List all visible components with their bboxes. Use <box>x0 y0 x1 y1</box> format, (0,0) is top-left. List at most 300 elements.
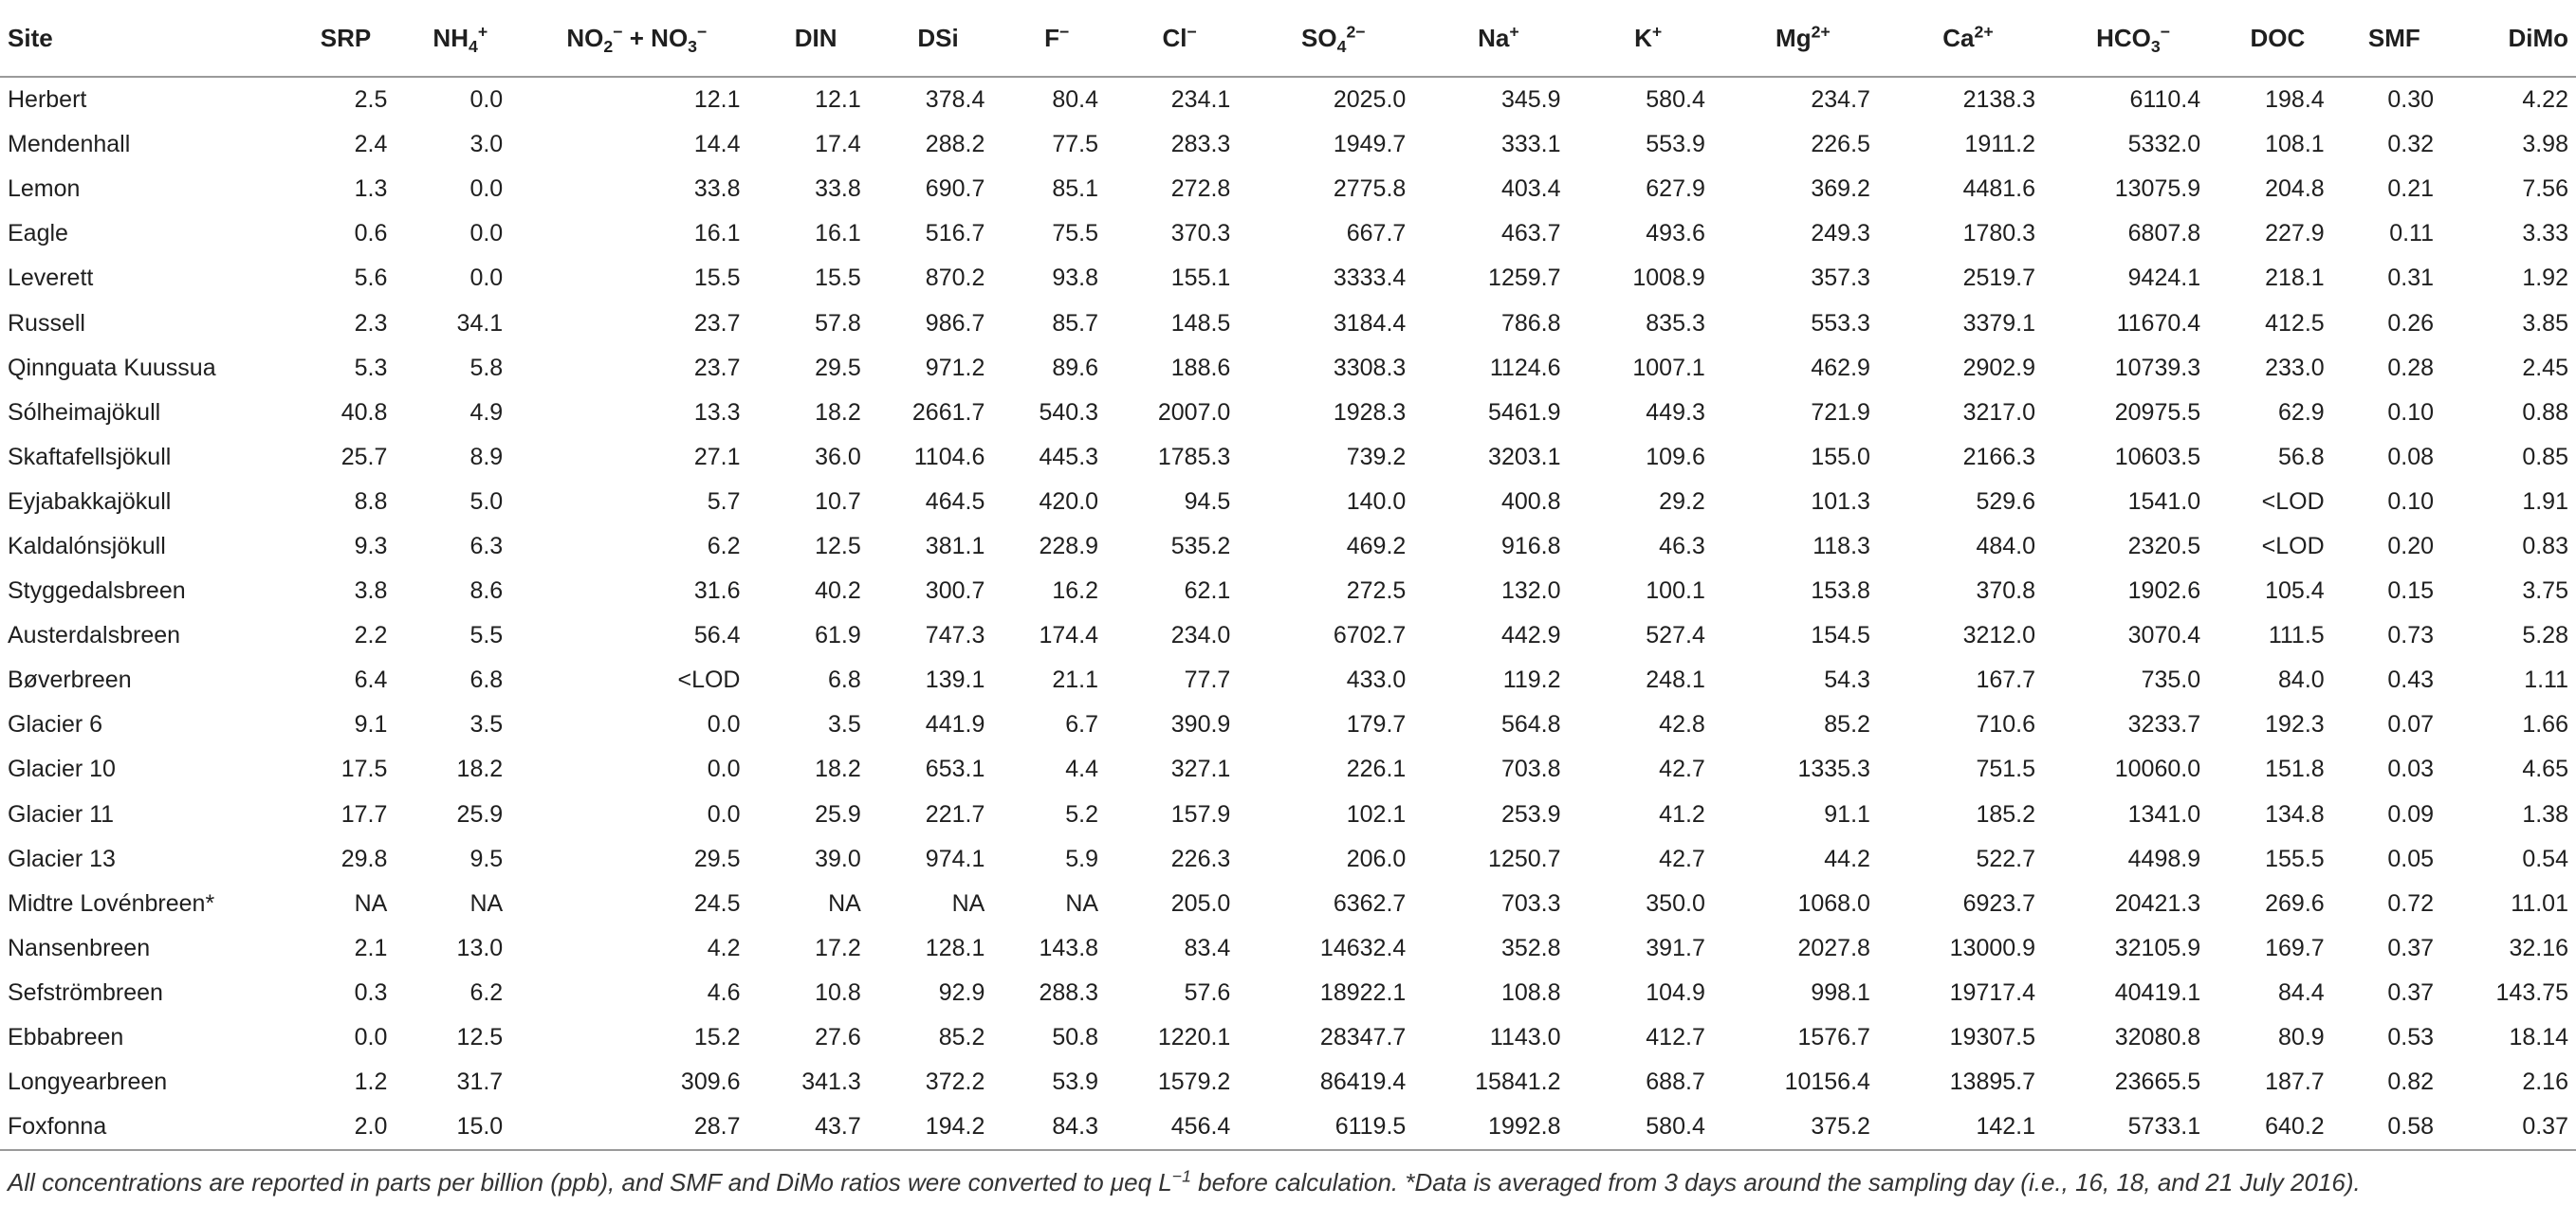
value-cell-k: 449.3 <box>1646 398 1705 426</box>
value-cell-f: 420.0 <box>1039 487 1099 515</box>
value-cell-ca: 6923.7 <box>1962 889 2036 917</box>
value-cell-doc: 218.1 <box>2265 265 2325 292</box>
column-header-nh4 <box>402 0 518 77</box>
site-name-cell: Glacier 10 <box>8 756 116 783</box>
value-cell-cl: 62.1 <box>1184 577 1231 605</box>
value-cell-dsi: 381.1 <box>925 532 985 559</box>
value-cell-no2_no3: 31.6 <box>693 577 741 605</box>
site-name-cell: Austerdalsbreen <box>8 622 181 649</box>
column-header-subscript: 3 <box>2150 36 2161 56</box>
value-cell-nh4: 6.3 <box>469 532 504 559</box>
value-cell-mg: 153.8 <box>1811 577 1870 605</box>
value-cell-no2_no3: 56.4 <box>693 622 741 649</box>
column-header-ca <box>1886 0 2051 77</box>
value-cell-ca: 142.1 <box>1886 1105 2051 1150</box>
column-header-base: DSi <box>917 23 959 52</box>
value-cell-srp: 29.8 <box>340 845 388 872</box>
value-cell-doc: 227.9 <box>2265 220 2325 247</box>
column-header-srp <box>289 0 403 77</box>
value-cell-no2_no3: 0.0 <box>707 711 741 739</box>
value-cell-doc: 198.4 <box>2265 86 2325 114</box>
column-header-superscript: 2− <box>1346 21 1366 41</box>
value-cell-nh4: 15.0 <box>402 1105 518 1150</box>
value-cell-dsi: 971.2 <box>925 354 985 381</box>
value-cell-doc: 108.1 <box>2265 131 2325 158</box>
value-cell-smf: 0.58 <box>2340 1105 2449 1150</box>
value-cell-mg: 721.9 <box>1811 398 1870 426</box>
value-cell-ca: 710.6 <box>1976 711 2036 739</box>
value-cell-ca: 1780.3 <box>1962 220 2036 247</box>
value-cell-so4: 140.0 <box>1346 487 1407 515</box>
value-cell-dimo: 3.85 <box>2522 309 2568 337</box>
value-cell-dsi: 516.7 <box>925 220 985 247</box>
value-cell-ca: 167.7 <box>1976 667 2036 694</box>
site-name-cell: Glacier 11 <box>8 800 115 828</box>
footnote-unit-exponent: −1 <box>1171 1166 1191 1186</box>
value-cell-so4: 18922.1 <box>1319 978 1407 1006</box>
table-row <box>0 837 2576 882</box>
value-cell-srp: 2.5 <box>354 86 388 114</box>
value-cell-mg: 226.5 <box>1811 131 1870 158</box>
value-cell-hco3: 9424.1 <box>2127 265 2201 292</box>
value-cell-dimo: 0.88 <box>2522 398 2568 426</box>
value-cell-dsi: 92.9 <box>938 978 985 1006</box>
value-cell-so4: 3333.4 <box>1333 265 1407 292</box>
column-header-subscript: 2 <box>603 36 614 56</box>
value-cell-k: 104.9 <box>1646 978 1705 1006</box>
value-cell-dsi: 747.3 <box>925 622 985 649</box>
value-cell-ca: 2902.9 <box>1962 354 2036 381</box>
value-cell-nh4: 0.0 <box>469 220 504 247</box>
value-cell-nh4: 0.0 <box>469 265 504 292</box>
value-cell-cl: 57.6 <box>1184 978 1231 1006</box>
value-cell-so4: 179.7 <box>1346 711 1407 739</box>
value-cell-smf: 0.15 <box>2387 577 2435 605</box>
value-cell-no2_no3: 15.5 <box>693 265 741 292</box>
column-header-na <box>1421 0 1575 77</box>
value-cell-dimo: 2.16 <box>2522 1069 2568 1096</box>
value-cell-smf: 0.43 <box>2387 667 2435 694</box>
table-row <box>0 971 2576 1015</box>
value-cell-mg: 462.9 <box>1811 354 1870 381</box>
value-cell-f: 93.8 <box>1052 265 1099 292</box>
value-cell-din: 17.4 <box>815 131 861 158</box>
value-cell-smf: 0.03 <box>2387 756 2435 783</box>
value-cell-cl: 234.1 <box>1170 86 1231 114</box>
value-cell-doc: <LOD <box>2261 487 2325 515</box>
value-cell-dimo: 0.85 <box>2522 443 2568 470</box>
value-cell-so4: 206.0 <box>1346 845 1407 872</box>
value-cell-no2_no3: 6.2 <box>707 532 741 559</box>
value-cell-cl: 2007.0 <box>1157 398 1231 426</box>
value-cell-no2_no3: 0.0 <box>707 756 741 783</box>
value-cell-dsi: NA <box>951 889 985 917</box>
value-cell-f: NA <box>1065 889 1099 917</box>
value-cell-mg: 998.1 <box>1811 978 1870 1006</box>
value-cell-nh4: 25.9 <box>456 800 504 828</box>
value-cell-ca: 13000.9 <box>1949 934 2036 961</box>
value-cell-nh4: 3.0 <box>469 131 504 158</box>
value-cell-f: 85.7 <box>1052 309 1099 337</box>
value-cell-mg: 155.0 <box>1811 443 1870 470</box>
table-row <box>0 256 2576 301</box>
value-cell-srp: 2.4 <box>354 131 388 158</box>
value-cell-cl: 157.9 <box>1170 800 1231 828</box>
value-cell-srp: 6.4 <box>354 667 388 694</box>
table-row <box>0 77 2576 122</box>
value-cell-so4: 1928.3 <box>1333 398 1407 426</box>
value-cell-hco3: 5733.1 <box>2051 1105 2216 1150</box>
value-cell-smf: 0.10 <box>2387 487 2435 515</box>
value-cell-hco3: 1902.6 <box>2127 577 2201 605</box>
value-cell-doc: 84.4 <box>2278 978 2325 1006</box>
site-name-cell: Sólheimajökull <box>8 398 161 426</box>
value-cell-mg: 1068.0 <box>1797 889 1870 917</box>
value-cell-hco3: 3070.4 <box>2127 622 2201 649</box>
column-header-superscript: + <box>1509 21 1519 41</box>
column-header-cl <box>1113 0 1245 77</box>
site-name-cell: Glacier 6 <box>8 711 103 739</box>
value-cell-no2_no3: 14.4 <box>693 131 741 158</box>
value-cell-din: 57.8 <box>815 309 861 337</box>
value-cell-ca: 4481.6 <box>1962 175 2036 203</box>
value-cell-srp: 5.3 <box>354 354 388 381</box>
value-cell-doc: 105.4 <box>2265 577 2325 605</box>
value-cell-na: 253.9 <box>1500 800 1561 828</box>
value-cell-na: 564.8 <box>1500 711 1561 739</box>
value-cell-doc: 640.2 <box>2216 1105 2340 1150</box>
value-cell-hco3: 1341.0 <box>2127 800 2201 828</box>
value-cell-na: 1259.7 <box>1488 265 1561 292</box>
value-cell-doc: 412.5 <box>2265 309 2325 337</box>
value-cell-na: 403.4 <box>1500 175 1561 203</box>
table-row <box>0 1060 2576 1105</box>
column-header-superscript: + <box>1651 21 1663 41</box>
value-cell-dsi: 300.7 <box>925 577 985 605</box>
column-header-hco3 <box>2051 0 2216 77</box>
value-cell-mg: 44.2 <box>1824 845 1870 872</box>
column-header-doc <box>2216 0 2340 77</box>
value-cell-doc: 169.7 <box>2265 934 2325 961</box>
value-cell-so4: 226.1 <box>1346 756 1407 783</box>
value-cell-so4: 3308.3 <box>1333 354 1407 381</box>
value-cell-so4: 6362.7 <box>1333 889 1407 917</box>
value-cell-k: 580.4 <box>1646 86 1705 114</box>
value-cell-ca: 751.5 <box>1976 756 2036 783</box>
column-header-f <box>1000 0 1113 77</box>
value-cell-mg: 10156.4 <box>1784 1069 1870 1096</box>
column-header-so4 <box>1245 0 1421 77</box>
value-cell-ca: 3217.0 <box>1962 398 2036 426</box>
column-header-base: Mg <box>1776 23 1812 52</box>
value-cell-dsi: 986.7 <box>925 309 985 337</box>
footnote-unit-mu: μ <box>1110 1168 1125 1197</box>
value-cell-f: 75.5 <box>1052 220 1099 247</box>
value-cell-na: 5461.9 <box>1488 398 1561 426</box>
value-cell-no2_no3: 0.0 <box>707 800 741 828</box>
value-cell-nh4: 18.2 <box>456 756 504 783</box>
value-cell-dimo: 4.65 <box>2522 756 2568 783</box>
column-header-superscript: 2+ <box>1974 21 1994 41</box>
value-cell-dimo: 18.14 <box>2509 1024 2568 1051</box>
value-cell-doc: 233.0 <box>2265 354 2325 381</box>
value-cell-na: 703.8 <box>1500 756 1561 783</box>
column-header-dsi <box>876 0 1001 77</box>
value-cell-nh4: 8.9 <box>469 443 504 470</box>
column-header-base: Na <box>1478 23 1510 52</box>
value-cell-dimo: 143.75 <box>2495 978 2568 1006</box>
value-cell-din: 40.2 <box>815 577 861 605</box>
value-cell-no2_no3: 33.8 <box>693 175 741 203</box>
value-cell-srp: 8.8 <box>354 487 388 515</box>
value-cell-smf: 0.05 <box>2387 845 2435 872</box>
value-cell-srp: 25.7 <box>340 443 388 470</box>
column-header-k <box>1576 0 1720 77</box>
value-cell-f: 6.7 <box>1065 711 1099 739</box>
value-cell-nh4: 9.5 <box>469 845 504 872</box>
value-cell-k: 350.0 <box>1646 889 1705 917</box>
table-row <box>0 882 2576 926</box>
value-cell-smf: 0.30 <box>2387 86 2435 114</box>
value-cell-cl: 535.2 <box>1170 532 1231 559</box>
value-cell-cl: 456.4 <box>1113 1105 1245 1150</box>
value-cell-dimo: 0.83 <box>2522 532 2568 559</box>
site-name-cell: Ebbabreen <box>8 1024 124 1051</box>
value-cell-srp: 0.6 <box>354 220 388 247</box>
value-cell-dimo: 0.37 <box>2449 1105 2576 1150</box>
value-cell-ca: 19717.4 <box>1949 978 2036 1006</box>
value-cell-srp: 17.7 <box>340 800 388 828</box>
table-footnote <box>8 1168 2568 1197</box>
value-cell-f: 21.1 <box>1052 667 1099 694</box>
value-cell-na: 442.9 <box>1500 622 1561 649</box>
value-cell-dsi: 870.2 <box>925 265 985 292</box>
value-cell-smf: 0.72 <box>2387 889 2435 917</box>
site-name-cell: Styggedalsbreen <box>8 577 186 605</box>
value-cell-cl: 226.3 <box>1170 845 1231 872</box>
value-cell-smf: 0.07 <box>2387 711 2435 739</box>
value-cell-mg: 375.2 <box>1720 1105 1886 1150</box>
value-cell-cl: 272.8 <box>1170 175 1231 203</box>
site-name-cell: Qinnguata Kuussua <box>8 354 216 381</box>
footnote-text-1: All concentrations are reported in parts per billion (ppb), and SMF and DiMo ratios were converted to <box>8 1168 1111 1197</box>
column-header-base: SRP <box>320 23 372 52</box>
column-header-superscript: − <box>1187 21 1197 41</box>
value-cell-din: 33.8 <box>815 175 861 203</box>
column-header-subscript: 4 <box>1336 36 1347 56</box>
value-cell-srp: 9.1 <box>354 711 388 739</box>
value-cell-so4: 6119.5 <box>1245 1105 1421 1150</box>
value-cell-na: 1250.7 <box>1488 845 1561 872</box>
value-cell-din: 3.5 <box>828 711 861 739</box>
value-cell-f: 143.8 <box>1039 934 1099 961</box>
value-cell-mg: 118.3 <box>1812 532 1870 559</box>
value-cell-so4: 6702.7 <box>1333 622 1407 649</box>
value-cell-k: 41.2 <box>1659 800 1705 828</box>
value-cell-no2_no3: <LOD <box>677 667 741 694</box>
value-cell-nh4: 3.5 <box>469 711 504 739</box>
value-cell-srp: 5.6 <box>354 265 388 292</box>
column-header-superscript: − <box>613 21 623 41</box>
value-cell-dsi: 464.5 <box>925 487 985 515</box>
value-cell-no2_no3: 23.7 <box>693 354 741 381</box>
value-cell-na: 786.8 <box>1500 309 1561 337</box>
value-cell-smf: 0.53 <box>2387 1024 2435 1051</box>
value-cell-din: 29.5 <box>815 354 861 381</box>
site-name-cell: Skaftafellsjökull <box>8 443 172 470</box>
value-cell-doc: 62.9 <box>2278 398 2325 426</box>
value-cell-din: 36.0 <box>815 443 861 470</box>
value-cell-smf: 0.28 <box>2387 354 2435 381</box>
value-cell-so4: 28347.7 <box>1319 1024 1407 1051</box>
value-cell-f: 288.3 <box>1039 978 1099 1006</box>
value-cell-doc: 155.5 <box>2265 845 2325 872</box>
site-name-cell: Nansenbreen <box>8 934 151 961</box>
value-cell-cl: 1220.1 <box>1157 1024 1231 1051</box>
column-header-site <box>0 0 289 77</box>
value-cell-so4: 3184.4 <box>1333 309 1407 337</box>
value-cell-doc: 111.5 <box>2268 622 2325 649</box>
value-cell-dsi: 194.2 <box>876 1105 1001 1150</box>
value-cell-ca: 1911.2 <box>1964 131 2036 158</box>
value-cell-k: 688.7 <box>1646 1069 1705 1096</box>
value-cell-na: 400.8 <box>1500 487 1561 515</box>
value-cell-f: 445.3 <box>1039 443 1099 470</box>
value-cell-hco3: 40419.1 <box>2114 978 2201 1006</box>
value-cell-no2_no3: 4.6 <box>707 978 741 1006</box>
value-cell-dsi: 2661.7 <box>911 398 985 426</box>
value-cell-ca: 185.2 <box>1976 800 2036 828</box>
value-cell-smf: 0.21 <box>2387 175 2435 203</box>
value-cell-no2_no3: 5.7 <box>707 487 741 515</box>
value-cell-f: 174.4 <box>1039 622 1099 649</box>
value-cell-ca: 370.8 <box>1976 577 2036 605</box>
value-cell-dimo: 1.11 <box>2524 667 2568 694</box>
value-cell-doc: <LOD <box>2261 532 2325 559</box>
value-cell-hco3: 2320.5 <box>2127 532 2201 559</box>
value-cell-so4: 14632.4 <box>1319 934 1407 961</box>
value-cell-srp: 2.2 <box>354 622 388 649</box>
value-cell-mg: 2027.8 <box>1797 934 1870 961</box>
value-cell-hco3: 20975.5 <box>2114 398 2201 426</box>
value-cell-dimo: 5.28 <box>2522 622 2568 649</box>
table-row <box>0 1105 2576 1150</box>
table-row <box>0 747 2576 792</box>
value-cell-k: 42.7 <box>1659 845 1705 872</box>
value-cell-smf: 0.37 <box>2387 978 2435 1006</box>
column-header-superscript: + <box>477 21 488 41</box>
value-cell-hco3: 10060.0 <box>2114 756 2201 783</box>
value-cell-dimo: 3.98 <box>2522 131 2568 158</box>
table-row <box>0 435 2576 480</box>
value-cell-f: 4.4 <box>1065 756 1099 783</box>
column-header-superscript: − <box>1058 21 1070 41</box>
value-cell-hco3: 23665.5 <box>2114 1069 2201 1096</box>
value-cell-no2_no3: 29.5 <box>693 845 741 872</box>
value-cell-mg: 1576.7 <box>1797 1024 1870 1051</box>
value-cell-doc: 269.6 <box>2265 889 2325 917</box>
value-cell-dimo: 0.54 <box>2522 845 2568 872</box>
value-cell-k: 46.3 <box>1659 532 1705 559</box>
value-cell-mg: 154.5 <box>1811 622 1870 649</box>
column-header-base: SMF <box>2367 23 2420 52</box>
value-cell-dimo: 3.75 <box>2522 577 2568 605</box>
value-cell-mg: 249.3 <box>1811 220 1870 247</box>
value-cell-mg: 91.1 <box>1824 800 1870 828</box>
site-name-cell: Glacier 13 <box>8 845 116 872</box>
value-cell-hco3: 6110.4 <box>2129 86 2201 114</box>
value-cell-dimo: 1.92 <box>2522 265 2568 292</box>
value-cell-so4: 667.7 <box>1346 220 1407 247</box>
value-cell-nh4: 0.0 <box>469 86 504 114</box>
value-cell-hco3: 6807.8 <box>2127 220 2201 247</box>
table-row <box>0 569 2576 613</box>
value-cell-dsi: 441.9 <box>925 711 985 739</box>
value-cell-f: 50.8 <box>1052 1024 1099 1051</box>
value-cell-na: 108.8 <box>1500 978 1561 1006</box>
site-name-cell: Eagle <box>8 220 68 247</box>
value-cell-srp: 2.3 <box>354 309 388 337</box>
value-cell-ca: 3212.0 <box>1962 622 2036 649</box>
table-row <box>0 793 2576 837</box>
value-cell-dsi: 974.1 <box>925 845 985 872</box>
value-cell-mg: 1335.3 <box>1797 756 1870 783</box>
value-cell-f: 5.2 <box>1065 800 1099 828</box>
column-header-base: HCO <box>2096 23 2151 52</box>
value-cell-f: 85.1 <box>1052 175 1099 203</box>
column-header-subscript: 4 <box>468 36 478 56</box>
table-row <box>0 926 2576 971</box>
value-cell-so4: 86419.4 <box>1319 1069 1407 1096</box>
value-cell-hco3: 32080.8 <box>2114 1024 2201 1051</box>
site-name-cell: Mendenhall <box>8 131 131 158</box>
value-cell-k: 835.3 <box>1646 309 1705 337</box>
value-cell-f: 16.2 <box>1052 577 1099 605</box>
value-cell-doc: 204.8 <box>2265 175 2325 203</box>
value-cell-k: 627.9 <box>1646 175 1705 203</box>
value-cell-ca: 2166.3 <box>1962 443 2036 470</box>
value-cell-f: 5.9 <box>1065 845 1099 872</box>
value-cell-srp: 9.3 <box>354 532 388 559</box>
value-cell-dsi: 128.1 <box>925 934 985 961</box>
table-row <box>0 122 2576 167</box>
value-cell-dimo: 1.66 <box>2522 711 2568 739</box>
value-cell-k: 527.4 <box>1646 622 1705 649</box>
value-cell-mg: 101.3 <box>1811 487 1870 515</box>
value-cell-dimo: 4.22 <box>2522 86 2568 114</box>
value-cell-so4: 739.2 <box>1346 443 1407 470</box>
value-cell-ca: 2519.7 <box>1962 265 2036 292</box>
value-cell-din: 10.8 <box>815 978 861 1006</box>
column-header-din <box>755 0 875 77</box>
column-header-base: DOC <box>2250 23 2306 52</box>
value-cell-f: 53.9 <box>1052 1069 1099 1096</box>
value-cell-dsi: 221.7 <box>925 800 985 828</box>
value-cell-nh4: 5.5 <box>469 622 504 649</box>
value-cell-hco3: 735.0 <box>2141 667 2201 694</box>
value-cell-ca: 13895.7 <box>1949 1069 2036 1096</box>
column-header-base: NO <box>566 23 604 52</box>
table-row <box>0 703 2576 747</box>
site-name-cell: Lemon <box>8 175 81 203</box>
table-body <box>0 77 2576 1150</box>
value-cell-k: 248.1 <box>1646 667 1705 694</box>
site-name-cell: Leverett <box>8 265 94 292</box>
site-name-cell: Kaldalónsjökull <box>8 532 166 559</box>
value-cell-mg: 369.2 <box>1811 175 1870 203</box>
value-cell-hco3: 5332.0 <box>2127 131 2201 158</box>
value-cell-hco3: 1541.0 <box>2127 487 2201 515</box>
